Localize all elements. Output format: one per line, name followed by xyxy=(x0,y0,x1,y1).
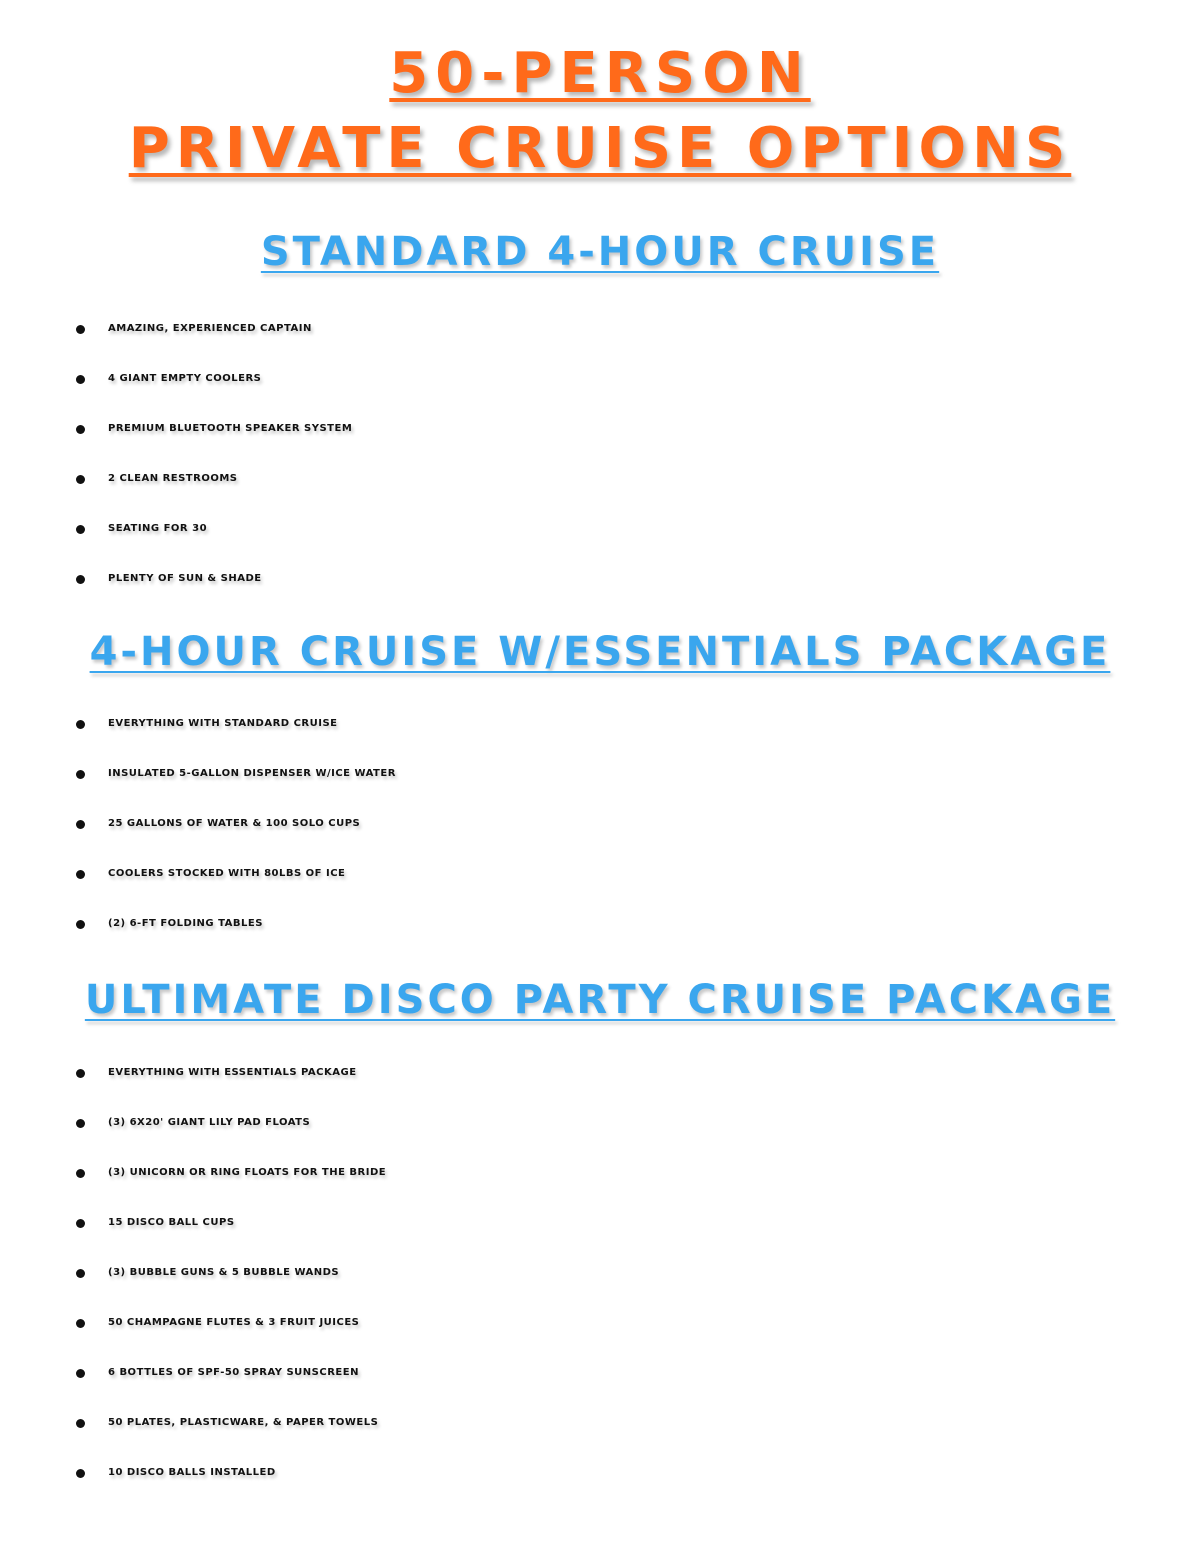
bullet-icon xyxy=(76,525,85,534)
list-item-label: (3) BUBBLE GUNS & 5 BUBBLE WANDS xyxy=(108,1267,340,1278)
bullet-icon xyxy=(76,1069,85,1078)
bullet-icon xyxy=(76,770,85,779)
list-item-label: PREMIUM BLUETOOTH SPEAKER SYSTEM xyxy=(108,423,353,434)
list-item-label: (3) UNICORN OR RING FLOATS FOR THE BRIDE xyxy=(108,1167,387,1178)
list-item xyxy=(0,699,1200,749)
bullet-icon xyxy=(76,1169,85,1178)
bullet-icon xyxy=(76,475,85,484)
bullet-icon xyxy=(76,1319,85,1328)
list-item xyxy=(0,1198,1200,1248)
list-item-label: 15 DISCO BALL CUPS xyxy=(108,1217,235,1228)
bullet-icon xyxy=(76,870,85,879)
essentials-package-list xyxy=(0,699,1200,949)
bullet-icon xyxy=(76,575,85,584)
bullet-icon xyxy=(76,920,85,929)
bullet-icon xyxy=(76,1419,85,1428)
list-item-label: SEATING FOR 30 xyxy=(108,523,208,534)
bullet-icon xyxy=(76,1369,85,1378)
list-item-label: 6 BOTTLES OF SPF-50 SPRAY SUNSCREEN xyxy=(108,1367,359,1378)
list-item xyxy=(0,504,1200,554)
section-heading-ultimate-disco: ULTIMATE DISCO PARTY CRUISE PACKAGE xyxy=(84,977,1116,1023)
bullet-icon xyxy=(76,325,85,334)
list-item-label: (2) 6-FT FOLDING TABLES xyxy=(108,918,263,929)
list-item xyxy=(0,1098,1200,1148)
list-item xyxy=(0,1248,1200,1298)
list-item xyxy=(0,404,1200,454)
list-item xyxy=(0,454,1200,504)
standard-cruise-list xyxy=(0,304,1200,604)
list-item xyxy=(0,749,1200,799)
list-item xyxy=(0,799,1200,849)
list-item xyxy=(0,554,1200,604)
list-item xyxy=(0,1448,1200,1498)
list-item-label: (3) 6X20' GIANT LILY PAD FLOATS xyxy=(108,1117,311,1128)
list-item-label: AMAZING, EXPERIENCED CAPTAIN xyxy=(108,323,312,334)
bullet-icon xyxy=(76,820,85,829)
list-item xyxy=(0,1398,1200,1448)
list-item xyxy=(0,1298,1200,1348)
list-item xyxy=(0,304,1200,354)
list-item xyxy=(0,354,1200,404)
bullet-icon xyxy=(76,375,85,384)
bullet-icon xyxy=(76,1269,85,1278)
bullet-icon xyxy=(76,720,85,729)
list-item-label: 10 DISCO BALLS INSTALLED xyxy=(108,1467,276,1478)
list-item xyxy=(0,1148,1200,1198)
bullet-icon xyxy=(76,1119,85,1128)
section-heading-standard: STANDARD 4-HOUR CRUISE xyxy=(260,229,940,275)
list-item-label: PLENTY OF SUN & SHADE xyxy=(108,573,262,584)
section-heading-essentials: 4-HOUR CRUISE W/ESSENTIALS PACKAGE xyxy=(89,629,1111,675)
bullet-icon xyxy=(76,1219,85,1228)
page-title-line-2: PRIVATE CRUISE OPTIONS xyxy=(128,116,1072,181)
ultimate-disco-package-list xyxy=(0,1048,1200,1498)
list-item-label: COOLERS STOCKED WITH 80LBS OF ICE xyxy=(108,868,346,879)
bullet-icon xyxy=(76,1469,85,1478)
list-item-label: EVERYTHING WITH STANDARD CRUISE xyxy=(108,718,338,729)
list-item-label: 2 CLEAN RESTROOMS xyxy=(108,473,238,484)
list-item-label: 50 PLATES, PLASTICWARE, & PAPER TOWELS xyxy=(108,1417,379,1428)
list-item xyxy=(0,1048,1200,1098)
list-item-label: 25 GALLONS OF WATER & 100 SOLO CUPS xyxy=(108,818,361,829)
list-item-label: 4 GIANT EMPTY COOLERS xyxy=(108,373,262,384)
list-item-label: 50 CHAMPAGNE FLUTES & 3 FRUIT JUICES xyxy=(108,1317,360,1328)
list-item xyxy=(0,1348,1200,1398)
list-item-label: EVERYTHING WITH ESSENTIALS PACKAGE xyxy=(108,1067,357,1078)
bullet-icon xyxy=(76,425,85,434)
list-item xyxy=(0,849,1200,899)
list-item-label: INSULATED 5-GALLON DISPENSER W/ICE WATER xyxy=(108,768,396,779)
list-item xyxy=(0,899,1200,949)
page-title-line-1: 50-PERSON xyxy=(389,41,811,106)
